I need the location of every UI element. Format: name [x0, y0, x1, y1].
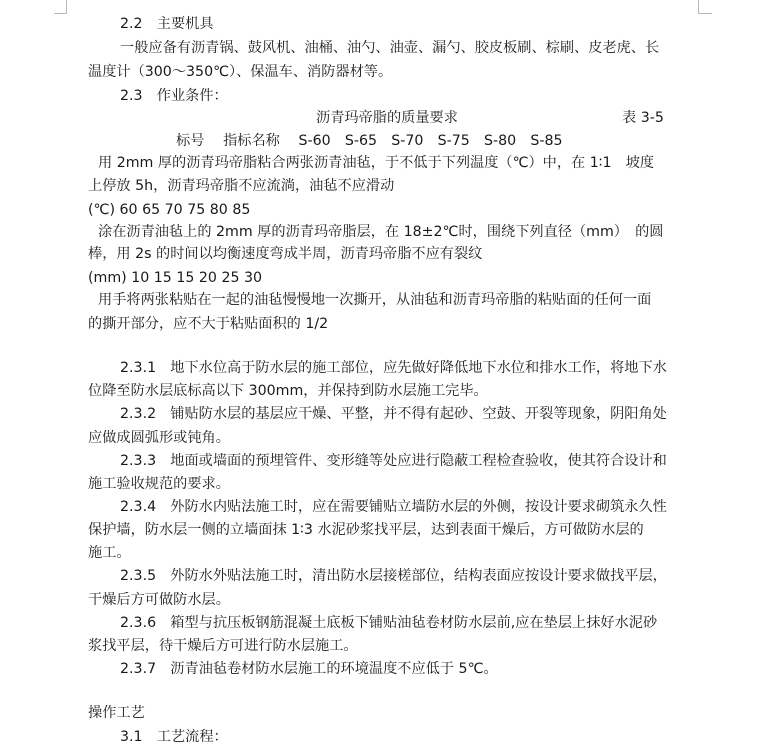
paragraph-line: 位降至防水层底标高以下 300mm，并保持到防水层施工完毕。 — [88, 383, 488, 399]
paragraph-line: 2.3.7 沥青油毡卷材防水层施工的环境温度不应低于 5℃。 — [120, 661, 498, 677]
paragraph-line: 应做成圆弧形或钝角。 — [88, 430, 230, 446]
table-title: 沥青玛帝脂的质量要求 — [316, 110, 458, 126]
paragraph-line: 保护墙，防水层一侧的立墙面抹 1∶3 水泥砂浆找平层，达到表面干燥后，方可做防水层的 — [88, 522, 644, 538]
paragraph-line: 2.3.2 铺贴防水层的基层应干燥、平整，并不得有起砂、空鼓、开裂等现象，阴阳角处 — [120, 406, 667, 422]
table-row-values: (℃) 60 65 70 75 80 85 — [88, 202, 251, 218]
table-row-text: 棒，用 2s 的时间以均衡速度弯成半周，沥青玛帝脂不应有裂纹 — [88, 246, 483, 262]
paragraph-line: 一般应备有沥青锅、鼓风机、油桶、油勺、油壶、漏勺、胶皮板刷、棕刷、皮老虎、长 — [120, 40, 660, 56]
table-number: 表 3-5 — [622, 110, 664, 126]
paragraph-line: 施工验收规范的要求。 — [88, 476, 230, 492]
table-row-text: 用 2mm 厚的沥青玛帝脂粘合两张沥青油毡，于不低于下列温度（℃）中，在 1∶1 坡度 — [98, 155, 655, 171]
table-row-text: 上停放 5h，沥青玛帝脂不应流淌，油毡不应滑动 — [88, 178, 395, 194]
crop-mark-top-left — [66, 0, 67, 14]
table-row-text: 的撕开部分，应不大于粘贴面积的 1/2 — [88, 316, 329, 332]
paragraph-line: 2.3.1 地下水位高于防水层的施工部位，应先做好降低地下水位和排水工作，将地下水 — [120, 360, 667, 376]
section-heading-operation: 操作工艺 — [88, 705, 145, 721]
table-row-values: (mm) 10 15 15 20 25 30 — [88, 270, 263, 286]
crop-mark-top-right — [698, 0, 699, 14]
section-heading-2-3: 2.3 作业条件： — [120, 88, 228, 104]
section-heading-3-1: 3.1 工艺流程： — [120, 729, 228, 745]
paragraph-line: 2.3.4 外防水内贴法施工时，应在需要铺贴立墙防水层的外侧，按设计要求砌筑永久性 — [120, 499, 667, 515]
paragraph-line: 2.3.5 外防水外贴法施工时，清出防水层接槎部位，结构表面应按设计要求做找平层， — [120, 568, 667, 584]
paragraph-line: 温度计（300～350℃）、保温车、消防器材等。 — [88, 64, 393, 80]
paragraph-line: 2.3.3 地面或墙面的预埋管件、变形缝等处应进行隐蔽工程检查验收，使其符合设计和 — [120, 453, 667, 469]
paragraph-line: 浆找平层，待干燥后方可进行防水层施工。 — [88, 638, 358, 654]
table-header-row: 标号 指标名称 S-60 S-65 S-70 S-75 S-80 S-85 — [176, 133, 563, 149]
table-row-text: 用手将两张粘贴在一起的油毡慢慢地一次撕开，从油毡和沥青玛帝脂的粘贴面的任何一面 — [98, 292, 652, 308]
section-heading-2-2: 2.2 主要机具 — [120, 16, 214, 32]
paragraph-line: 2.3.6 箱型与抗压板钢筋混凝土底板下铺贴油毡卷材防水层前,应在垫层上抹好水泥砂 — [120, 615, 658, 631]
paragraph-line: 施工。 — [88, 545, 131, 561]
paragraph-line: 干燥后方可做防水层。 — [88, 592, 230, 608]
table-row-text: 涂在沥青油毡上的 2mm 厚的沥青玛帝脂层，在 18±2℃时，围绕下列直径（mm） 的圆 — [98, 224, 664, 240]
crop-mark-top-left-horizontal — [54, 13, 67, 14]
crop-mark-top-right-horizontal — [698, 13, 712, 14]
